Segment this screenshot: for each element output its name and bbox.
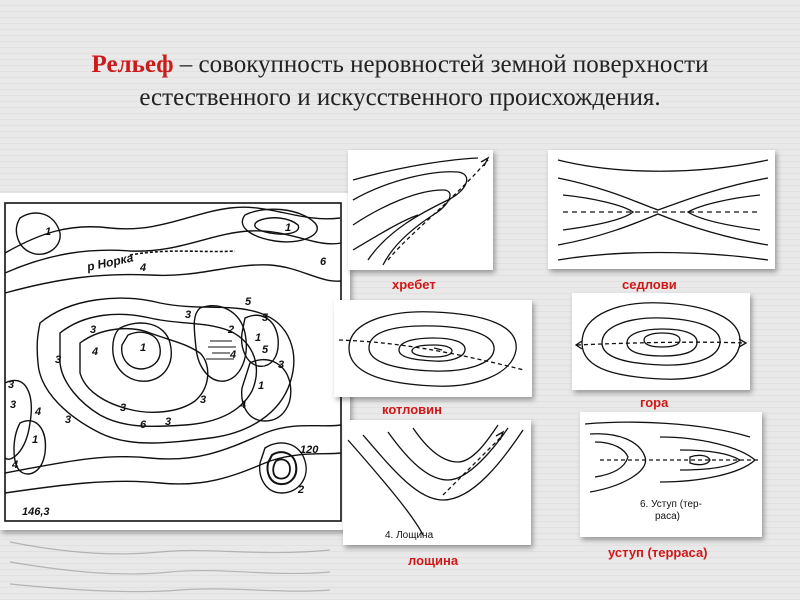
title-term: Рельеф xyxy=(91,51,174,78)
contour-number: 3 xyxy=(55,354,62,366)
contour-number: 3 xyxy=(185,309,192,321)
terrace-caption-line2: раса) xyxy=(655,511,681,522)
contour-number: 3 xyxy=(65,414,72,426)
saddle-contours xyxy=(548,150,775,269)
contour-number: 3 xyxy=(8,379,15,391)
contour-number: 2 xyxy=(228,324,235,336)
map-reflection xyxy=(0,532,350,600)
saddle-label: седлови xyxy=(622,277,677,292)
contour-number: 4 xyxy=(35,406,42,418)
contour-number: 1 xyxy=(285,222,292,234)
hollow-label: лощина xyxy=(408,553,459,568)
slide-title xyxy=(40,48,760,114)
mountain-label: гора xyxy=(640,395,669,410)
contour-number: 2 xyxy=(298,484,305,496)
topographic-map xyxy=(0,193,350,530)
mountain-contours xyxy=(572,293,750,390)
contour-number: 3 xyxy=(278,359,285,371)
contour-number: 1 xyxy=(258,380,265,392)
ridge-diagram xyxy=(348,150,493,270)
contour-number: 5 xyxy=(262,312,269,324)
contour-number: 1 xyxy=(140,342,147,354)
contour-number: 1 xyxy=(32,434,39,446)
basin-diagram xyxy=(334,300,532,397)
contour-number: 4 xyxy=(140,262,147,274)
saddle-diagram xyxy=(548,150,775,269)
terrace-label: уступ (терраса) xyxy=(608,545,708,560)
contour-number: 4 xyxy=(12,459,19,471)
title-definition: – совокупность неровностей земной поверхности естественного и искусственного происхождения. xyxy=(139,51,709,111)
contour-number: 4 xyxy=(240,399,247,411)
contour-number: 3 xyxy=(120,402,127,414)
contour-number: 6 xyxy=(320,256,327,268)
terrace-diagram xyxy=(580,412,762,537)
contour-number: 3 xyxy=(90,324,97,336)
contour-number: 120 xyxy=(300,444,319,456)
mountain-diagram xyxy=(572,293,750,390)
contour-number: 3 xyxy=(10,399,17,411)
hollow-caption: 4. Лощина xyxy=(385,530,434,541)
contour-number: 6 xyxy=(140,419,147,431)
basin-label: котловин xyxy=(382,402,443,417)
ridge-contours xyxy=(348,150,493,270)
river-label: р Норка xyxy=(85,250,135,274)
terrace-caption-line1: 6. Уступ (тер- xyxy=(640,499,702,510)
contour-number: 4 xyxy=(230,349,237,361)
contour-number: 1 xyxy=(45,226,52,238)
contour-number: 5 xyxy=(262,344,269,356)
hollow-diagram xyxy=(343,420,531,545)
basin-contours xyxy=(334,300,532,397)
ridge-label: хребет xyxy=(392,277,436,292)
elevation-mark: 146,3 xyxy=(22,506,50,518)
contour-number: 4 xyxy=(92,346,99,358)
contour-number: 1 xyxy=(255,332,262,344)
contour-number: 5 xyxy=(245,296,252,308)
contour-number: 3 xyxy=(165,416,172,428)
contour-number: 3 xyxy=(200,394,207,406)
